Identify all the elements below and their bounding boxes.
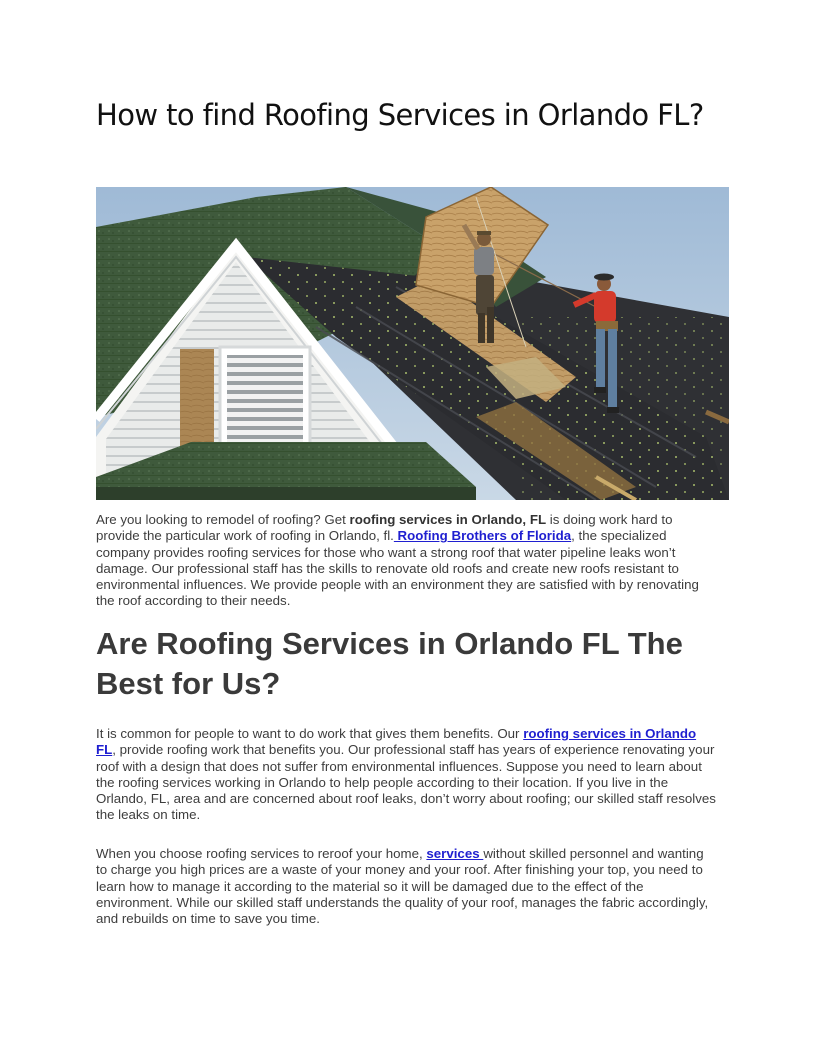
intro-paragraph <box>96 512 716 610</box>
section-heading: Are Roofing Services in Orlando FL The Best for Us? <box>96 626 683 701</box>
hero-image <box>96 187 729 500</box>
reroof-paragraph <box>96 846 716 927</box>
reroof-text-1: When you choose roofing services to reroof your home, <box>96 846 427 861</box>
roofing-brothers-link[interactable]: Roofing Brothers of Florida <box>393 528 572 544</box>
reroof-text-2: without skilled personnel and wanting to charge you high prices are a waste of your money and your roof. After finishing your top, you need to learn how to manage it according to the material so it will be damaged due to the effect of the environment. While our skilled staff understands the quality of your roof, manages the fabric accordingly, and rebuilds on time to save you time. <box>96 846 709 927</box>
benefits-paragraph <box>96 726 716 824</box>
intro-text-3: , the specialized company provides roofing services for those who want a strong roof that water pipeline leaks won’t damage. Our professional staff has the skills to renovate old roofs and create new roofs resistant to environmental influences. We provide people with an environment they are satisfied with by renovating the roof according to their needs. <box>96 528 699 609</box>
page-title: How to find Roofing Services in Orlando FL? <box>96 98 704 132</box>
intro-text-2: is doing work hard to provide the particular work of roofing in Orlando, fl. <box>96 512 673 544</box>
intro-keyword: roofing services in Orlando, FL <box>349 512 547 527</box>
services-link[interactable]: services <box>426 846 484 861</box>
benefits-text-1: It is common for people to want to do work that gives them benefits. Our <box>96 726 524 741</box>
intro-text-1: Are you looking to remodel of roofing? Get <box>96 512 350 527</box>
benefits-text-2: , provide roofing work that benefits you. Our professional staff has years of experience renovating your roof with a design that does not suffer from environmental influences. Suppose you need to learn about the roofing services working in Orlando to help people according to their location. If you live in the Orlando, FL, area and are concerned about roof leaks, don’t worry about roofing; our skilled staff resolves the leaks on time. <box>96 742 716 823</box>
roofing-services-orlando-link[interactable]: roofing services in Orlando FL <box>96 726 697 758</box>
